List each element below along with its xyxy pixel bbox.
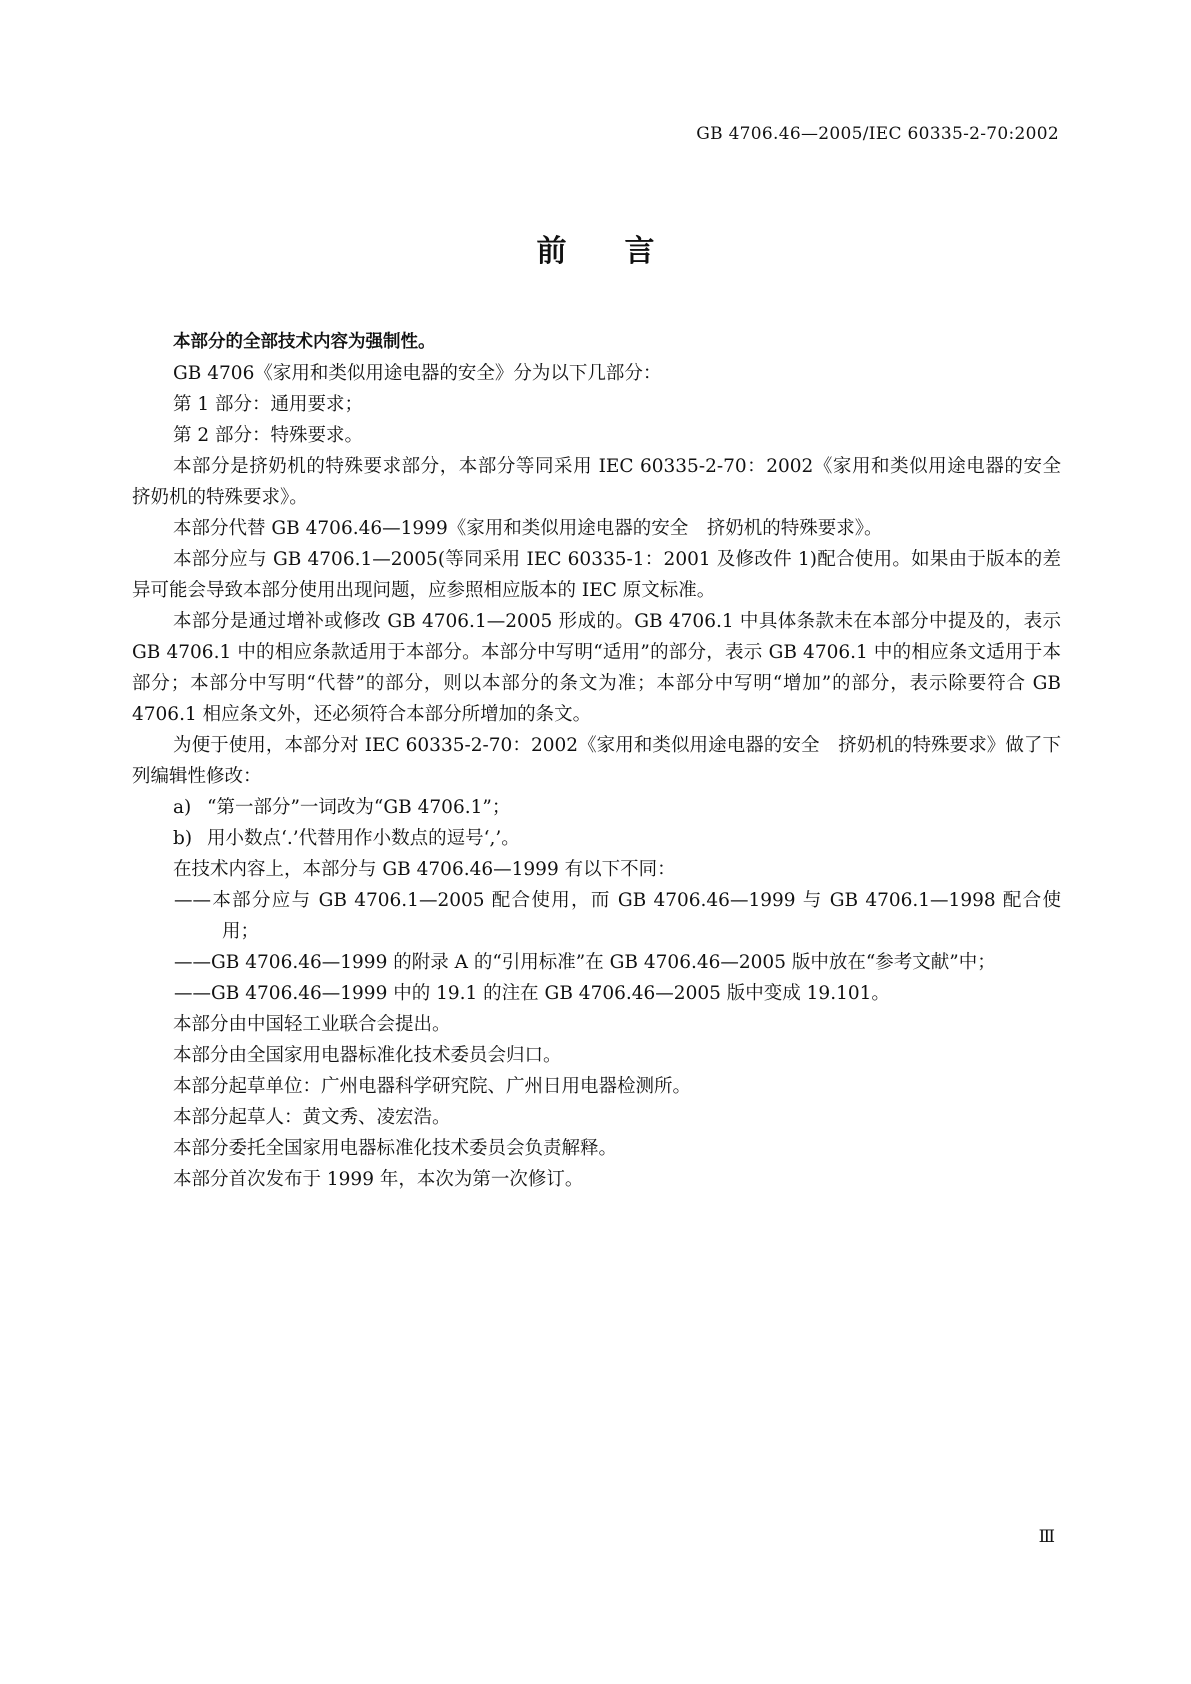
difference-item: ——本部分应与 GB 4706.1—2005 配合使用，而 GB 4706.46—1999 与 GB 4706.1—1998 配合使用； — [174, 890, 1061, 942]
mandatory-statement-text: 本部分的全部技术内容为强制性。 — [173, 332, 436, 352]
list-item-text: “第一部分”一词改为“GB 4706.1”； — [207, 797, 511, 818]
paragraph-proposer: 本部分由中国轻工业联合会提出。 — [173, 1014, 451, 1035]
paragraph-interpretation: 本部分委托全国家用电器标准化技术委员会负责解释。 — [173, 1138, 618, 1159]
mandatory-statement — [132, 326, 1061, 358]
list-marker: b) — [173, 828, 193, 849]
list-item — [132, 792, 1061, 823]
foreword-body — [132, 326, 1080, 1195]
page-title: 前言 — [536, 234, 713, 269]
difference-item: ——GB 4706.46—1999 的附录 A 的“引用标准”在 GB 4706.46—2005 版中放在“参考文献”中； — [174, 952, 996, 973]
list-marker: a) — [173, 797, 192, 818]
paragraph-part-2: 第 2 部分：特殊要求。 — [173, 425, 364, 446]
difference-item: ——GB 4706.46—1999 中的 19.1 的注在 GB 4706.46—2005 版中变成 19.101。 — [174, 983, 890, 1004]
paragraph-series-structure: GB 4706《家用和类似用途电器的安全》分为以下几部分： — [173, 363, 662, 384]
paragraph-responsible-committee: 本部分由全国家用电器标准化技术委员会归口。 — [173, 1045, 562, 1066]
page-number: Ⅲ — [1038, 1527, 1055, 1547]
paragraph-editorial-changes: 为便于使用，本部分对 IEC 60335-2-70：2002《家用和类似用途电器的安全 挤奶机的特殊要求》做了下列编辑性修改： — [132, 735, 1061, 787]
paragraph-revision-history: 本部分首次发布于 1999 年，本次为第一次修订。 — [173, 1169, 584, 1190]
paragraph-formation: 本部分是通过增补或修改 GB 4706.1—2005 形成的。GB 4706.1 中具体条款未在本部分中提及的，表示 GB 4706.1 中的相应条款适用于本部分。本部分中写明“适用”的部分，表示 GB 4706.1 中的相应条文适用于本部分；本部分中写明“代替”的部分，则以本部分的条文为准；本部分中写明“增加”的部分，表示除要符合 GB 4706.1 相应条文外，还必须符合本部分所增加的条文。 — [132, 611, 1061, 725]
standard-code-header — [696, 124, 1059, 144]
paragraph-drafters: 本部分起草人：黄文秀、凌宏浩。 — [173, 1107, 451, 1128]
paragraph-replaces: 本部分代替 GB 4706.46—1999《家用和类似用途电器的安全 挤奶机的特殊要求》。 — [173, 518, 883, 539]
paragraph-differences-intro: 在技术内容上，本部分与 GB 4706.46—1999 有以下不同： — [173, 859, 676, 880]
list-item — [132, 823, 1061, 854]
paragraph-part-1: 第 1 部分：通用要求； — [173, 394, 364, 415]
paragraph-adoption: 本部分是挤奶机的特殊要求部分，本部分等同采用 IEC 60335-2-70：2002《家用和类似用途电器的安全 挤奶机的特殊要求》。 — [132, 456, 1080, 508]
paragraph-drafting-units: 本部分起草单位：广州电器科学研究院、广州日用电器检测所。 — [173, 1076, 692, 1097]
list-item-text: 用小数点‘.’代替用作小数点的逗号‘,’。 — [207, 828, 520, 849]
paragraph-use-with: 本部分应与 GB 4706.1—2005(等同采用 IEC 60335-1：2001 及修改件 1)配合使用。如果由于版本的差异可能会导致本部分使用出现问题，应参照相应版本的 IEC 原文标准。 — [132, 549, 1061, 601]
standard-code: GB 4706.46—2005/IEC 60335-2-70:2002 — [696, 124, 1059, 144]
